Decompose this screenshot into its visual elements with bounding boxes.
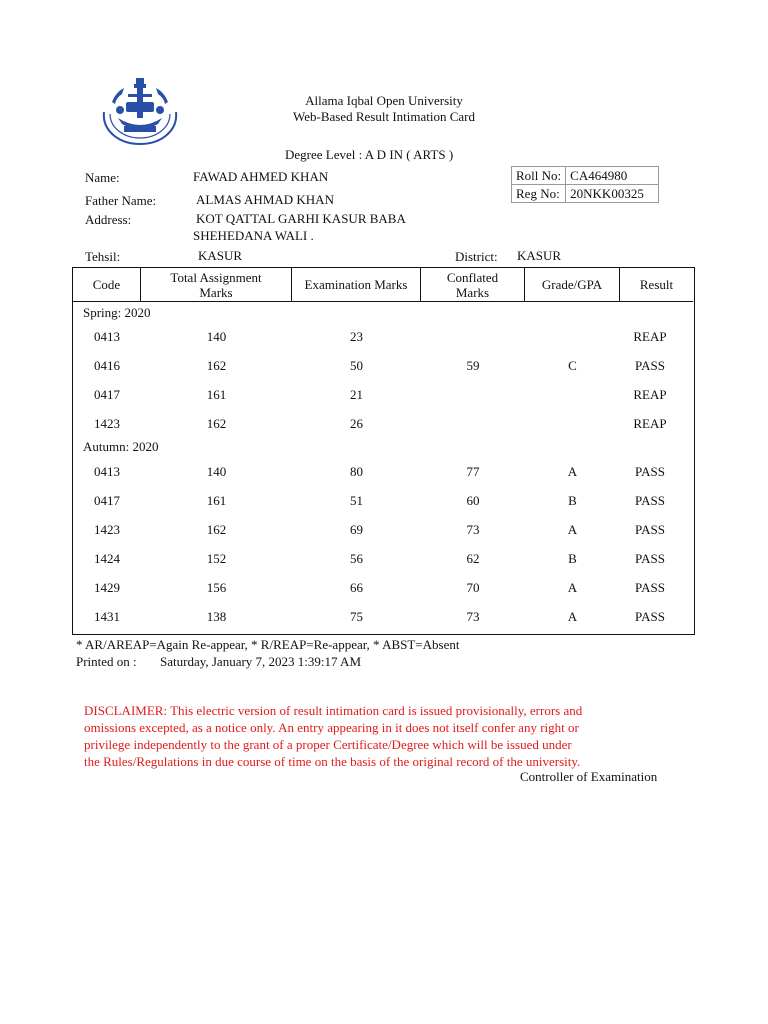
reg-no-label: Reg No: [512, 185, 566, 203]
table-row [73, 520, 694, 540]
header-code: Code [73, 268, 141, 302]
table-row [73, 578, 694, 598]
degree-level: Degree Level : A D IN ( ARTS ) [285, 147, 454, 162]
cell-assignment: 161 [206, 493, 227, 508]
disclaimer-line: omissions excepted, as a notice only. An entry appearing in it does not itself confer any right or [84, 720, 579, 735]
disclaimer-line: privilege independently to the grant of a proper Certificate/Degree which will be issued under [84, 737, 572, 752]
printed-on-label: Printed on : [76, 654, 137, 669]
table-row [73, 607, 694, 627]
cell-code: 1431 [94, 609, 120, 624]
cell-exam: 26 [350, 416, 363, 431]
cell-assignment: 140 [206, 329, 227, 344]
table-row [73, 385, 694, 405]
cell-conflated: 73 [466, 522, 480, 537]
cell-result: REAP [633, 387, 667, 402]
cell-grade: A [567, 580, 578, 595]
cell-result: PASS [635, 464, 665, 479]
results-table [72, 267, 695, 635]
cell-grade: C [568, 358, 577, 373]
address-line-2: SHEHEDANA WALI . [193, 228, 314, 243]
cell-result: PASS [635, 493, 665, 508]
cell-assignment: 140 [206, 464, 227, 479]
cell-assignment: 162 [206, 358, 227, 373]
cell-assignment: 152 [206, 551, 227, 566]
cell-grade: A [567, 522, 578, 537]
legend-text: * AR/AREAP=Again Re-appear, * R/REAP=Re-appear, * ABST=Absent [76, 637, 460, 652]
cell-code: 0413 [94, 464, 120, 479]
header-grade: Grade/GPA [525, 268, 620, 302]
cell-code: 0417 [94, 493, 120, 508]
cell-result: PASS [635, 551, 665, 566]
roll-no-label: Roll No: [512, 167, 566, 185]
cell-exam: 75 [350, 609, 363, 624]
university-name: Allama Iqbal Open University [305, 93, 463, 108]
controller-signature: Controller of Examination [520, 769, 658, 784]
address-line-1: KOT QATTAL GARHI KASUR BABA [196, 211, 406, 226]
cell-exam: 23 [350, 329, 363, 344]
cell-assignment: 162 [206, 522, 227, 537]
cell-conflated: 60 [466, 493, 480, 508]
header-conflated: Conflated Marks [421, 268, 525, 302]
cell-exam: 50 [350, 358, 363, 373]
tehsil-value: KASUR [198, 248, 243, 263]
table-row [73, 462, 694, 482]
cell-conflated: 62 [466, 551, 480, 566]
results-table-header [73, 268, 694, 302]
cell-code: 0416 [94, 358, 120, 373]
card-title: Web-Based Result Intimation Card [293, 109, 475, 124]
header-result: Result [620, 268, 693, 302]
printed-on-value: Saturday, January 7, 2023 1:39:17 AM [160, 654, 361, 669]
cell-result: REAP [633, 329, 667, 344]
cell-code: 0413 [94, 329, 120, 344]
cell-code: 0417 [94, 387, 120, 402]
cell-code: 1423 [94, 416, 120, 431]
cell-assignment: 161 [206, 387, 227, 402]
table-row [73, 549, 694, 569]
cell-conflated: 59 [466, 358, 480, 373]
cell-result: PASS [635, 609, 665, 624]
disclaimer-line: the Rules/Regulations in due course of time on the basis of the original record of the university. [84, 754, 581, 769]
table-row [73, 327, 694, 347]
cell-grade: A [567, 609, 578, 624]
cell-assignment: 156 [206, 580, 227, 595]
cell-grade: B [568, 493, 577, 508]
cell-exam: 66 [350, 580, 363, 595]
cell-result: PASS [635, 358, 665, 373]
table-row [73, 491, 694, 511]
cell-result: PASS [635, 522, 665, 537]
father-name: ALMAS AHMAD KHAN [196, 192, 334, 207]
cell-grade: B [568, 551, 577, 566]
cell-exam: 56 [350, 551, 363, 566]
address-label: Address: [85, 212, 132, 227]
district-label: District: [455, 249, 498, 264]
cell-exam: 51 [350, 493, 363, 508]
semester-title: Autumn: 2020 [83, 439, 159, 454]
cell-result: PASS [635, 580, 665, 595]
disclaimer-line: DISCLAIMER: This electric version of result intimation card is issued provisionally, errors and [84, 703, 583, 718]
cell-exam: 21 [350, 387, 363, 402]
cell-assignment: 162 [206, 416, 227, 431]
district-value: KASUR [517, 248, 562, 263]
cell-result: REAP [633, 416, 667, 431]
table-row [73, 356, 694, 376]
reg-no-value: 20NKK00325 [566, 185, 659, 203]
disclaimer [84, 702, 685, 770]
name-label: Name: [85, 170, 120, 185]
cell-conflated: 70 [466, 580, 480, 595]
cell-code: 1423 [94, 522, 120, 537]
cell-exam: 69 [350, 522, 363, 537]
roll-reg-box [511, 166, 659, 203]
cell-code: 1429 [94, 580, 120, 595]
table-row [73, 414, 694, 434]
cell-code: 1424 [94, 551, 120, 566]
student-name: FAWAD AHMED KHAN [193, 169, 329, 184]
cell-conflated: 73 [466, 609, 480, 624]
tehsil-label: Tehsil: [85, 249, 121, 264]
header-assignment: Total Assignment Marks [141, 268, 292, 302]
roll-no-value: CA464980 [566, 167, 659, 185]
cell-grade: A [567, 464, 578, 479]
cell-exam: 80 [350, 464, 363, 479]
cell-assignment: 138 [206, 609, 227, 624]
father-name-label: Father Name: [85, 193, 157, 208]
header-exam: Examination Marks [292, 268, 421, 302]
semester-title: Spring: 2020 [83, 305, 151, 320]
cell-conflated: 77 [466, 464, 480, 479]
